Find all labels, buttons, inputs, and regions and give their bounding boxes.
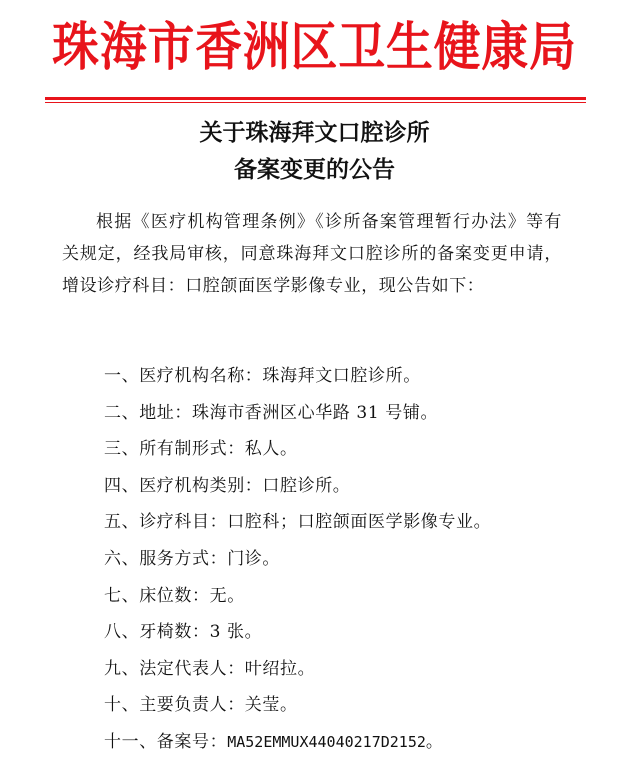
notice-title-line-2: 备案变更的公告 [234, 156, 395, 183]
notice-item-ownership: 三、所有制形式：私人。 [104, 439, 298, 460]
filing-number-value: MA52EMMUX44040217D2152 [227, 732, 426, 751]
notice-item-departments: 五、诊疗科目：口腔科；口腔颌面医学影像专业。 [104, 512, 492, 533]
notice-item-dental-chairs: 八、牙椅数：3 张。 [104, 622, 263, 643]
notice-item-filing-number [104, 726, 584, 763]
notice-item-service-mode: 六、服务方式：门诊。 [104, 548, 280, 569]
notice-item-legal-representative: 九、法定代表人：叶绍拉。 [104, 658, 316, 679]
masthead-rule-thin [45, 102, 586, 103]
notice-item-principal: 十、主要负责人：关莹。 [104, 695, 298, 716]
notice-item-list [104, 360, 584, 763]
masthead-rule-thick [45, 97, 586, 100]
notice-title-line-1: 关于珠海拜文口腔诊所 [199, 119, 430, 146]
filing-number-end: 。 [425, 731, 444, 752]
filing-number-label: 十一、备案号： [104, 731, 228, 752]
notice-item-bed-count: 七、床位数：无。 [104, 585, 245, 606]
notice-item-address: 二、地址：珠海市香洲区心华路 31 号铺。 [104, 402, 439, 423]
notice-intro-paragraph: 根据《医疗机构管理条例》《诊所备案管理暂行办法》等有关规定，经我局审核，同意珠海拜文口腔诊所的备案变更申请，增设诊疗科目：口腔颌面医学影像专业，现公告如下： [62, 212, 562, 296]
notice-item-institution-name: 一、医疗机构名称：珠海拜文口腔诊所。 [104, 366, 421, 386]
agency-masthead: 珠海市香洲区卫生健康局 [52, 17, 577, 78]
notice-item-institution-category: 四、医疗机构类别：口腔诊所。 [104, 475, 351, 496]
